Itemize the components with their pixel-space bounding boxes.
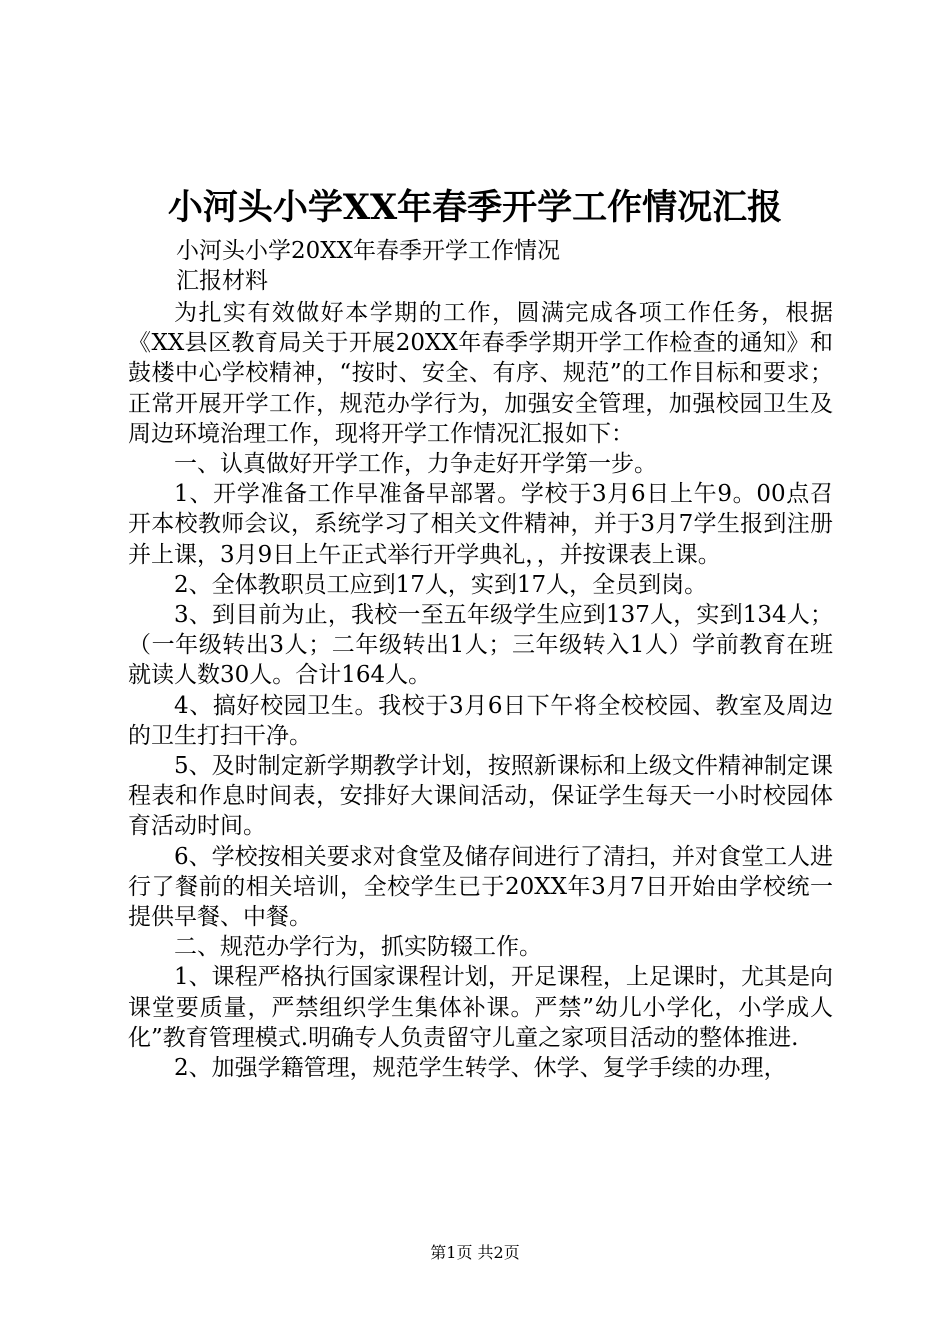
paragraph: 6、学校按相关要求对食堂及储存间进行了清扫，并对食堂工人进行了餐前的相关培训，全校学生已于20XX年3月7日开始由学校统一提供早餐、中餐。 <box>128 843 833 931</box>
document-subtitle: 小河头小学20XX年春季开学工作情况 <box>176 238 561 264</box>
paragraph: 2、加强学籍管理，规范学生转学、休学、复学手续的办理， <box>174 1055 787 1082</box>
paragraph: 2、全体教职员工应到17人，实到17人，全员到岗。 <box>174 571 708 598</box>
paragraph: 1、课程严格执行国家课程计划，开足课程，上足课时，尤其是向课堂要质量，严禁组织学生集体补课。严禁”幼儿小学化，小学成人化”教育管理模式.明确专人负责留守儿童之家项目活动的整体推进. <box>128 964 833 1051</box>
paragraph: 1、开学准备工作早准备早部署。学校于3月6日上午9。00点召开本校教师会议，系统学习了相关文件精神，并于3月7学生报到注册并上课，3月9日上午正式举行开学典礼，，并按课表上课。 <box>128 481 833 568</box>
document-subtitle: 汇报材料 <box>176 268 268 294</box>
page-footer: 第1页 共2页 <box>430 1243 520 1262</box>
paragraph: 为扎实有效做好本学期的工作，圆满完成各项工作任务，根据《XX县区教育局关于开展20XX年春季学期开学工作检查的通知》和鼓楼中心学校精神，“按时、安全、有序、规范”的工作目标和要求；正常开展开学工作，规范办学行为，加强安全管理，加强校园卫生及周边环境治理工作，现将开学工作情况汇报如下： <box>128 300 833 447</box>
paragraph: 3、到目前为止，我校一至五年级学生应到137人，实到134人；（一年级转出3人；二年级转出1人；三年级转入1人）学前教育在班就读人数30人。合计164人。 <box>128 602 833 689</box>
section-heading: 一、认真做好开学工作，力争走好开学第一步。 <box>174 451 657 478</box>
paragraph: 4、搞好校园卫生。我校于3月6日下午将全校校园、教室及周边的卫生打扫干净。 <box>128 692 833 749</box>
document-body <box>128 298 833 1083</box>
document-title: 小河头小学XX年春季开学工作情况汇报 <box>167 187 783 228</box>
paragraph: 5、及时制定新学期教学计划，按照新课标和上级文件精神制定课程表和作息时间表，安排好大课间活动，保证学生每天一小时校园体育活动时间。 <box>128 753 833 840</box>
section-heading: 二、规范办学行为，抓实防辍工作。 <box>174 934 542 961</box>
